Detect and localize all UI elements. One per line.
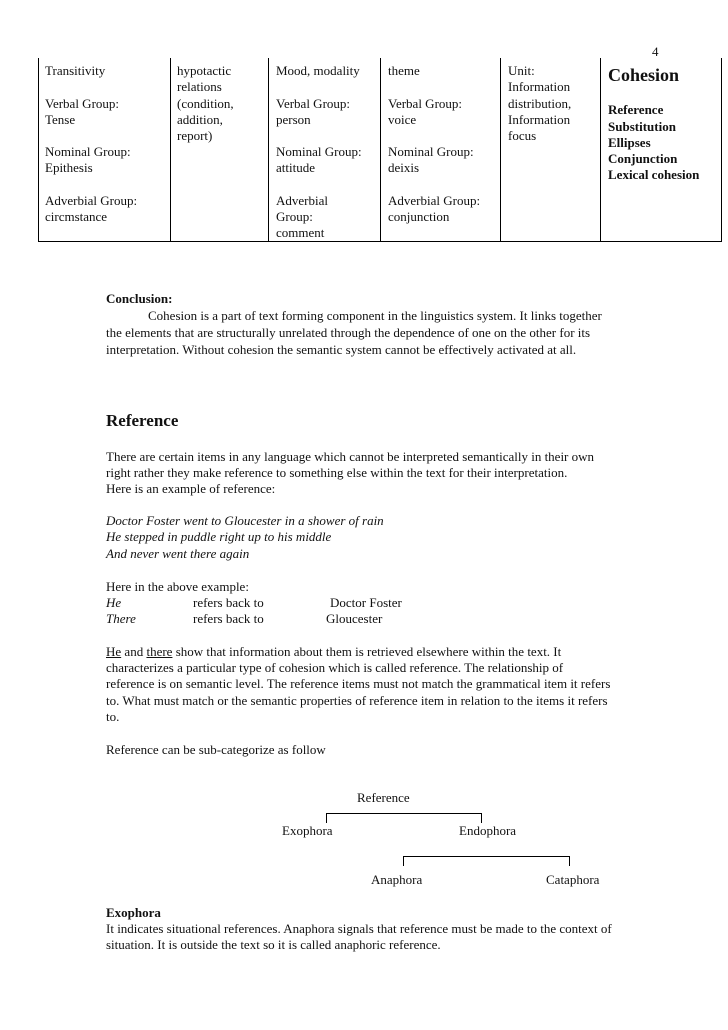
example-target-1: Doctor Foster bbox=[330, 595, 402, 610]
cell-relations: relations bbox=[177, 79, 222, 94]
table-divider-1 bbox=[170, 58, 171, 241]
cell-comment: comment bbox=[276, 225, 325, 240]
reference-p1-line-2: right rather they make reference to something else within the text for their interpretation. bbox=[106, 465, 568, 480]
tree-node-reference: Reference bbox=[357, 790, 410, 805]
tree-branch-anaphora bbox=[403, 856, 404, 866]
cell-cohesion-ellipses: Ellipses bbox=[608, 135, 651, 150]
cell-nominal-group-3: Nominal Group: bbox=[388, 144, 474, 159]
example-word-he: He bbox=[106, 595, 122, 610]
reference-p1-line-3: Here is an example of reference: bbox=[106, 481, 276, 496]
cell-adverbial-group: Adverbial Group: bbox=[45, 193, 138, 208]
table-divider-5 bbox=[600, 58, 601, 241]
table-divider-4 bbox=[500, 58, 501, 241]
cell-epithesis: Epithesis bbox=[45, 160, 93, 175]
reference-p2-line-5: to. bbox=[106, 709, 120, 724]
tree-node-anaphora: Anaphora bbox=[371, 872, 423, 887]
example-intro: Here in the above example: bbox=[106, 579, 249, 594]
exophora-line-1: It indicates situational references. Anaphora signals that reference must be made to the context of bbox=[106, 921, 612, 936]
cell-addition: addition, bbox=[177, 112, 223, 127]
tree-node-endophora: Endophora bbox=[459, 823, 517, 838]
subcategorize-text: Reference can be sub-categorize as follow bbox=[106, 742, 326, 757]
cell-adverbial-group-2: Adverbial Group: bbox=[388, 193, 481, 208]
reference-heading: Reference bbox=[106, 411, 179, 430]
cell-conjunction: conjunction bbox=[388, 209, 450, 224]
tree-connector-bottom bbox=[403, 856, 569, 857]
example-word-there: There bbox=[106, 611, 136, 626]
cell-person: person bbox=[276, 112, 311, 127]
cell-circmstance: circmstance bbox=[45, 209, 108, 224]
cell-cohesion-conjunction: Conjunction bbox=[608, 151, 678, 166]
reference-p2-line-2: characterizes a particular type of cohesion which is called reference. The relationship of bbox=[106, 660, 564, 675]
example-target-2: Gloucester bbox=[326, 611, 383, 626]
cell-attitude: attitude bbox=[276, 160, 315, 175]
table-border-bottom bbox=[38, 241, 722, 242]
cell-nominal-group-2: Nominal Group: bbox=[276, 144, 362, 159]
cell-cohesion-title: Cohesion bbox=[608, 65, 680, 85]
cell-verbal-group-3: Verbal Group: bbox=[388, 96, 463, 111]
cell-cohesion-lexical: Lexical cohesion bbox=[608, 167, 700, 182]
conclusion-line-1: Cohesion is a part of text forming component in the linguistics system. It links together bbox=[148, 308, 602, 323]
exophora-heading: Exophora bbox=[106, 905, 161, 920]
cell-group: Group: bbox=[276, 209, 313, 224]
cell-focus: focus bbox=[508, 128, 537, 143]
cell-report: report) bbox=[177, 128, 213, 143]
tree-node-exophora: Exophora bbox=[282, 823, 333, 838]
cell-verbal-group-2: Verbal Group: bbox=[276, 96, 351, 111]
table-border-right bbox=[721, 58, 722, 241]
page-number: 4 bbox=[652, 44, 659, 59]
cell-verbal-group: Verbal Group: bbox=[45, 96, 120, 111]
word-he-underlined: He bbox=[106, 644, 122, 659]
cell-information: Information bbox=[508, 79, 571, 94]
poem-line-2: He stepped in puddle right up to his middle bbox=[106, 529, 332, 544]
tree-branch-endophora bbox=[481, 813, 482, 823]
exophora-line-2: situation. It is outside the text so it is called anaphoric reference. bbox=[106, 937, 441, 952]
cell-nominal-group: Nominal Group: bbox=[45, 144, 131, 159]
cell-deixis: deixis bbox=[388, 160, 420, 175]
tree-connector-top bbox=[326, 813, 481, 814]
conclusion-line-3: interpretation. Without cohesion the semantic system cannot be effectively activated at all. bbox=[106, 342, 577, 357]
cell-hypotactic: hypotactic bbox=[177, 63, 232, 78]
table-divider-3 bbox=[380, 58, 381, 241]
reference-p1-line-1: There are certain items in any language which cannot be interpreted semantically in their own bbox=[106, 449, 595, 464]
cell-mood: Mood, modality bbox=[276, 63, 360, 78]
reference-p2-line-1-rest: show that information about them is retrieved elsewhere within the text. It bbox=[172, 644, 562, 659]
reference-p2-line-1 bbox=[106, 644, 561, 660]
cell-cohesion-reference: Reference bbox=[608, 102, 664, 117]
cell-adverbial: Adverbial bbox=[276, 193, 328, 208]
tree-node-cataphora: Cataphora bbox=[546, 872, 600, 887]
tree-branch-exophora bbox=[326, 813, 327, 823]
conclusion-line-2: the elements that are structurally unrelated through the dependence of one on the other for its bbox=[106, 325, 591, 340]
poem-line-1: Doctor Foster went to Gloucester in a shower of rain bbox=[106, 513, 384, 528]
cell-tense: Tense bbox=[45, 112, 76, 127]
cell-transitivity: Transitivity bbox=[45, 63, 106, 78]
cell-voice: voice bbox=[388, 112, 417, 127]
table-border-left bbox=[38, 58, 39, 241]
word-and: and bbox=[121, 644, 147, 659]
cell-cohesion-substitution: Substitution bbox=[608, 119, 676, 134]
cell-information-2: Information bbox=[508, 112, 571, 127]
reference-p2-line-4: to. What must match or the semantic properties of reference item in relation to the items it refers bbox=[106, 693, 608, 708]
reference-p2-line-3: reference is on semantic level. The reference items must not match the grammatical item it refers bbox=[106, 676, 611, 691]
poem-line-3: And never went there again bbox=[106, 546, 250, 561]
tree-branch-cataphora bbox=[569, 856, 570, 866]
table-divider-2 bbox=[268, 58, 269, 241]
word-there-underlined: there bbox=[146, 644, 173, 659]
example-relation-2: refers back to bbox=[193, 611, 264, 626]
cell-unit: Unit: bbox=[508, 63, 535, 78]
conclusion-heading: Conclusion: bbox=[106, 291, 173, 306]
cell-theme: theme bbox=[388, 63, 420, 78]
example-relation-1: refers back to bbox=[193, 595, 264, 610]
cell-distribution: distribution, bbox=[508, 96, 572, 111]
cell-condition: (condition, bbox=[177, 96, 234, 111]
